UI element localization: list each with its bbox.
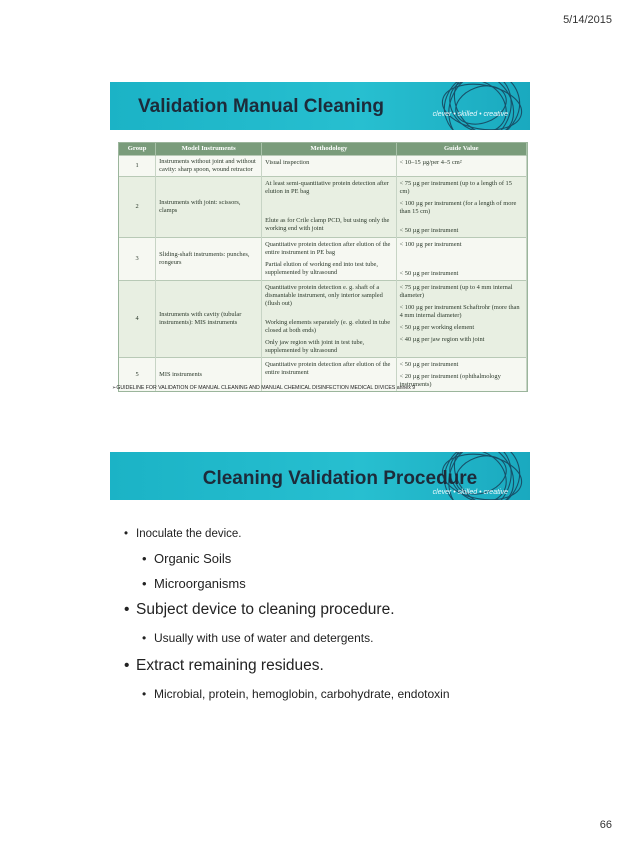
slide-banner <box>110 82 530 130</box>
guide-value-text: < 50 µg per instrument <box>399 361 459 369</box>
guide-value-table <box>118 142 528 392</box>
methodology-text: Quantitative protein detection after elution of the entire instrument in PE bag <box>265 241 391 257</box>
guide-value-text: < 100 µg per instrument <box>399 241 462 249</box>
instruments-cell: Instruments with joint: scissors, clamps <box>156 177 262 238</box>
tagline: clever • skilled • creative <box>432 489 508 496</box>
guide-value-text: < 40 µg per jaw region with joint <box>399 336 485 344</box>
guide-value-cell <box>396 238 526 281</box>
guide-value-text: < 50 µg per working element <box>399 324 475 332</box>
methodology-cell <box>262 238 396 281</box>
bullet-list <box>122 528 522 714</box>
slide-title: Cleaning Validation Procedure <box>202 468 478 489</box>
methodology-cell <box>262 177 396 238</box>
swirl-logo-icon <box>420 82 530 130</box>
methodology-text: Working elements separately (e. g. eluted in tube closed at both ends) <box>265 319 391 335</box>
source-caption: ➢GUIDELINE FOR VALIDATION OF MANUAL CLEANING AND MANUAL CHEMICAL DISINFECTION MEDICAL DIVICES annex 9 <box>112 385 416 391</box>
guide-value-cell <box>396 156 526 177</box>
table-header-row <box>119 143 527 156</box>
methodology-text: Visual inspection <box>265 159 310 167</box>
list-item: • Microorganisms <box>154 576 522 591</box>
table-row <box>119 156 527 177</box>
methodology-text: At least semi-quantitative protein detection after elution in PE bag <box>265 180 389 196</box>
guide-value-cell <box>396 358 526 392</box>
instruments-cell: Instruments with cavity (tubular instruments): MIS instruments <box>156 281 262 358</box>
guide-value-text: < 50 µg per instrument <box>399 227 459 235</box>
list-item: • Microbial, protein, hemoglobin, carbohydrate, endotoxin <box>154 686 522 703</box>
slide-cleaning-validation-procedure <box>110 452 530 752</box>
methodology-cell <box>262 156 396 177</box>
list-item: • Organic Soils <box>154 551 522 566</box>
guide-value-text: < 10–15 µg/per 4–5 cm² <box>399 159 462 167</box>
methodology-text: Quantitative protein detection after elution of the entire instrument <box>265 361 391 377</box>
list-item: • Usually with use of water and detergents. <box>154 630 522 647</box>
instruments-cell: Sliding-shaft instruments: punches, rongeurs <box>156 238 262 281</box>
tagline: clever • skilled • creative <box>432 111 508 118</box>
guide-value-cell <box>396 177 526 238</box>
table-row <box>119 238 527 281</box>
methodology-text: Elute as for Crile clamp PCD, but using only the working end with joint <box>265 217 390 233</box>
list-item: • Subject device to cleaning procedure. <box>136 601 522 619</box>
group-cell: 4 <box>119 281 156 358</box>
methodology-text: Partial elution of working end into test tube, supplemented by ultrasound <box>265 261 378 277</box>
group-cell: 3 <box>119 238 156 281</box>
page-number: 66 <box>599 819 612 831</box>
guide-value-text: < 100 µg per instrument (for a length of more than 15 cm) <box>399 200 517 216</box>
methodology-cell <box>262 281 396 358</box>
table-row <box>119 281 527 358</box>
instruments-cell: MIS instruments <box>156 358 262 392</box>
methodology-text: Quantitative protein detection e. g. shaft of a dismantable instrument, only interior sampled (flush out) <box>265 284 383 308</box>
guide-value-text: < 20 µg per instrument (ophthalmology instruments) <box>399 373 501 389</box>
column-header: Model Instruments <box>156 143 262 156</box>
group-cell: 1 <box>119 156 156 177</box>
list-item: • Inoculate the device. <box>136 528 522 540</box>
table-row <box>119 177 527 238</box>
guide-value-text: < 75 µg per instrument (up to 4 mm internal diameter) <box>399 284 513 300</box>
guide-value-text: < 100 µg per instrument Schaftrohr (more than 4 mm internal diameter) <box>399 304 520 320</box>
group-cell: 5 <box>119 358 156 392</box>
slide-banner <box>110 452 530 500</box>
column-header: Methodology <box>262 143 396 156</box>
guide-value-cell <box>396 281 526 358</box>
column-header: Group <box>119 143 156 156</box>
methodology-text: Only jaw region with joint in test tube, supplemented by ultrasound <box>265 339 365 355</box>
list-item: • Extract remaining residues. <box>136 657 522 675</box>
guide-value-text: < 50 µg per instrument <box>399 270 459 278</box>
column-header: Guide Value <box>396 143 526 156</box>
date-label: 5/14/2015 <box>563 14 612 26</box>
guide-value-text: < 75 µg per instrument (up to a length of 15 cm) <box>399 180 512 196</box>
instruments-cell: Instruments without joint and without cavity: sharp spoon, wound retractor <box>156 156 262 177</box>
slide-title: Validation Manual Cleaning <box>138 96 384 117</box>
group-cell: 2 <box>119 177 156 238</box>
slide-validation-manual-cleaning <box>110 82 530 412</box>
